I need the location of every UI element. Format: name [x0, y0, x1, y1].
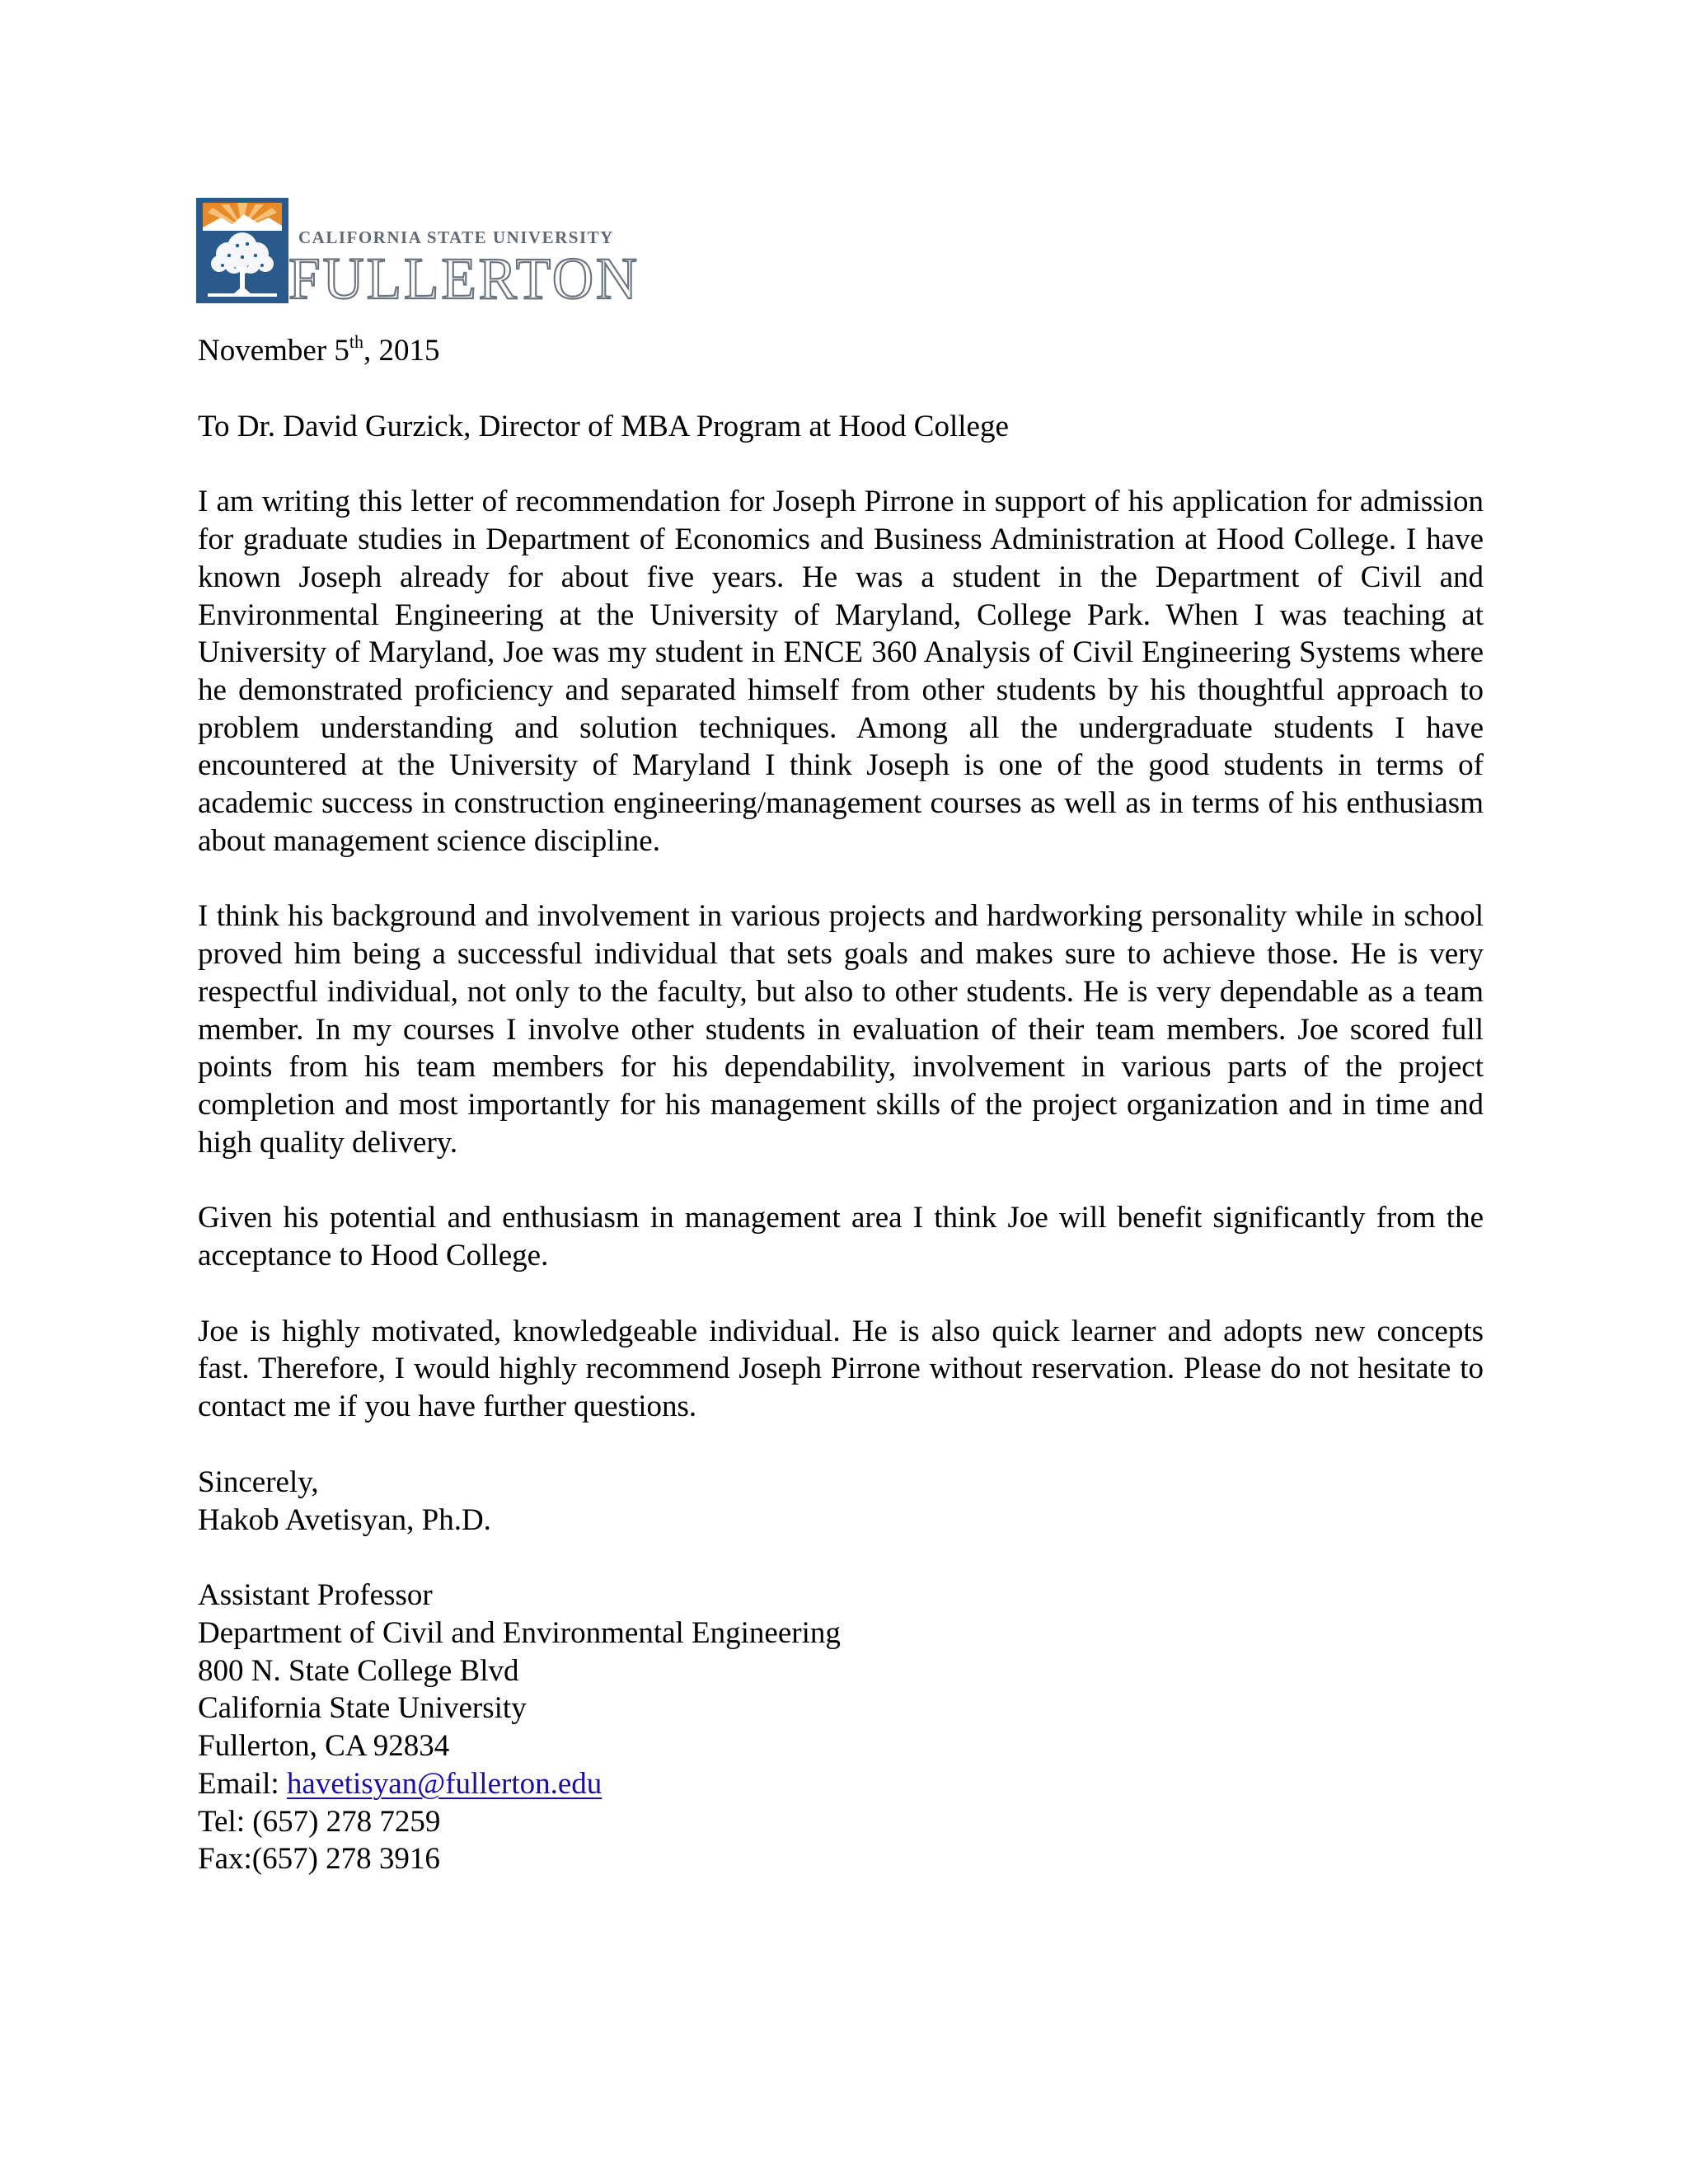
university-seal-icon — [196, 198, 288, 303]
signer-department: Department of Civil and Environmental Engineering — [198, 1615, 841, 1650]
letter-date — [198, 332, 1484, 370]
email-link[interactable]: havetisyan@fullerton.edu — [286, 1766, 603, 1801]
campus-wordmark — [285, 234, 645, 308]
body-paragraph-4: Joe is highly motivated, knowledgeable individual. He is also quick learner and adopts new concepts fast. Therefore, I would highly recommend Joseph Pirrone without reservation. Please do not hesitate to contact me if you have further questions. — [198, 1314, 1484, 1424]
body-paragraph-2: I think his background and involvement in various projects and hardworking personality while in school proved him being a successful individual that sets goals and makes sure to achieve those. He is very respectful individual, not only to the faculty, but also to other students. He is very dependable as a team member. In my courses I involve other students in evaluation of their team members. Joe scored full points from his team members for his dependability, involvement in various parts of the project completion and most importantly for his management skills of the project organization and in time and high quality delivery. — [198, 899, 1484, 1160]
letterhead — [196, 198, 641, 308]
signer-name: Hakob Avetisyan, Ph.D. — [198, 1502, 491, 1537]
campus-name: FULLERTON — [288, 246, 640, 308]
letter-body — [198, 332, 1484, 1878]
telephone-line: Tel: (657) 278 7259 — [198, 1804, 441, 1839]
email-label: Email: — [198, 1766, 287, 1801]
closing-salutation: Sincerely, — [198, 1465, 319, 1499]
address-street: 800 N. State College Blvd — [198, 1653, 519, 1688]
date-year: , 2015 — [363, 334, 440, 368]
signer-title: Assistant Professor — [198, 1578, 433, 1613]
body-paragraph-1: I am writing this letter of recommendation for Joseph Pirrone in support of his application for admission for graduate studies in Department of Economics and Business Administration at Hood College. I have known Joseph already for about five years. He was a student in the Department of Civil and Environmental Engineering at the University of Maryland, College Park. When I was teaching at University of Maryland, Joe was my student in ENCE 360 Analysis of Civil Engineering Systems where he demonstrated proficiency and separated himself from other students by his thoughtful approach to problem understanding and solution techniques. Among all the undergraduate students I have encountered at the University of Maryland I think Joseph is one of the good students in terms of academic success in construction engineering/management courses as well as in terms of his enthusiasm about management science discipline. — [198, 485, 1484, 858]
fax-line: Fax:(657) 278 3916 — [198, 1842, 440, 1877]
addressee-line: To Dr. David Gurzick, Director of MBA Program at Hood College — [198, 409, 1009, 443]
institution-line: CALIFORNIA STATE UNIVERSITY — [298, 227, 614, 247]
date-month-day: November 5 — [198, 334, 349, 368]
date-ordinal: th — [349, 330, 364, 352]
email-line — [198, 1765, 1484, 1803]
body-paragraph-3: Given his potential and enthusiasm in management area I think Joe will benefit significantly from the acceptance to Hood College. — [198, 1201, 1484, 1273]
address-city: Fullerton, CA 92834 — [198, 1729, 450, 1764]
address-university: California State University — [198, 1691, 527, 1726]
